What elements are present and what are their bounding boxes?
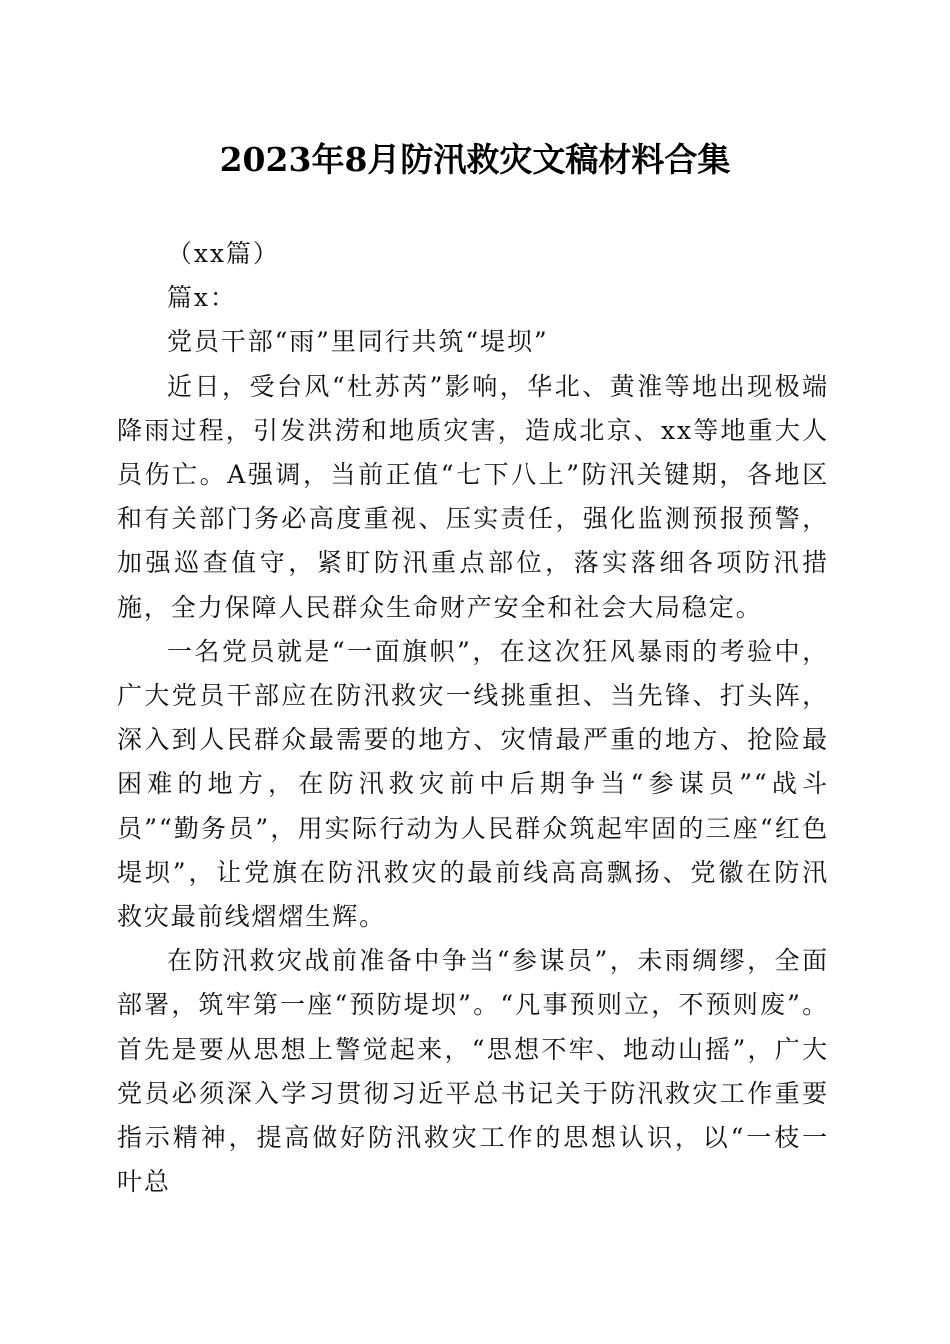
count-note: （xx篇） [167, 239, 280, 268]
paragraph: 近日，受台风“杜苏芮”影响，华北、黄淮等地出现极端降雨过程，引发洪涝和地质灾害，造成北京、xx等地重大人员伤亡。A强调，当前正值“七下八上”防汛关键期，各地区和有关部门务必高度重视、压实责任，强化监测预报预警，加强巡查值守，紧盯防汛重点部位，落实落细各项防汛措施，全力保障人民群众生命财产安全和社会大局稳定。 [117, 371, 829, 622]
document-body [117, 232, 829, 1204]
paragraph: 在防汛救灾战前准备中争当“参谋员”，未雨绸缪，全面部署，筑牢第一座“预防堤坝”。“凡事预则立，不预则废”。首先是要从思想上警觉起来，“思想不牢、地动山摇”，广大党员必须深入学习贯彻习近平总书记关于防汛救灾工作重要指示精神，提高做好防汛救灾工作的思想认识，以“一枝一叶总 [117, 946, 829, 1197]
paragraph: 一名党员就是“一面旗帜”，在这次狂风暴雨的考验中，广大党员干部应在防汛救灾一线挑重担、当先锋、打头阵，深入到人民群众最需要的地方、灾情最严重的地方、抢险最困难的地方，在防汛救灾前中后期争当“参谋员”“战斗员”“勤务员”，用实际行动为人民群众筑起牢固的三座“红色堤坝”，让党旗在防汛救灾的最前线高高飘扬、党徽在防汛救灾最前线熠熠生辉。 [117, 636, 829, 932]
article-title: 党员干部“雨”里同行共筑“堤坝” [167, 327, 549, 357]
document-title: 2023年8月防汛救灾文稿材料合集 [219, 140, 731, 179]
section-label: 篇x： [167, 283, 237, 313]
